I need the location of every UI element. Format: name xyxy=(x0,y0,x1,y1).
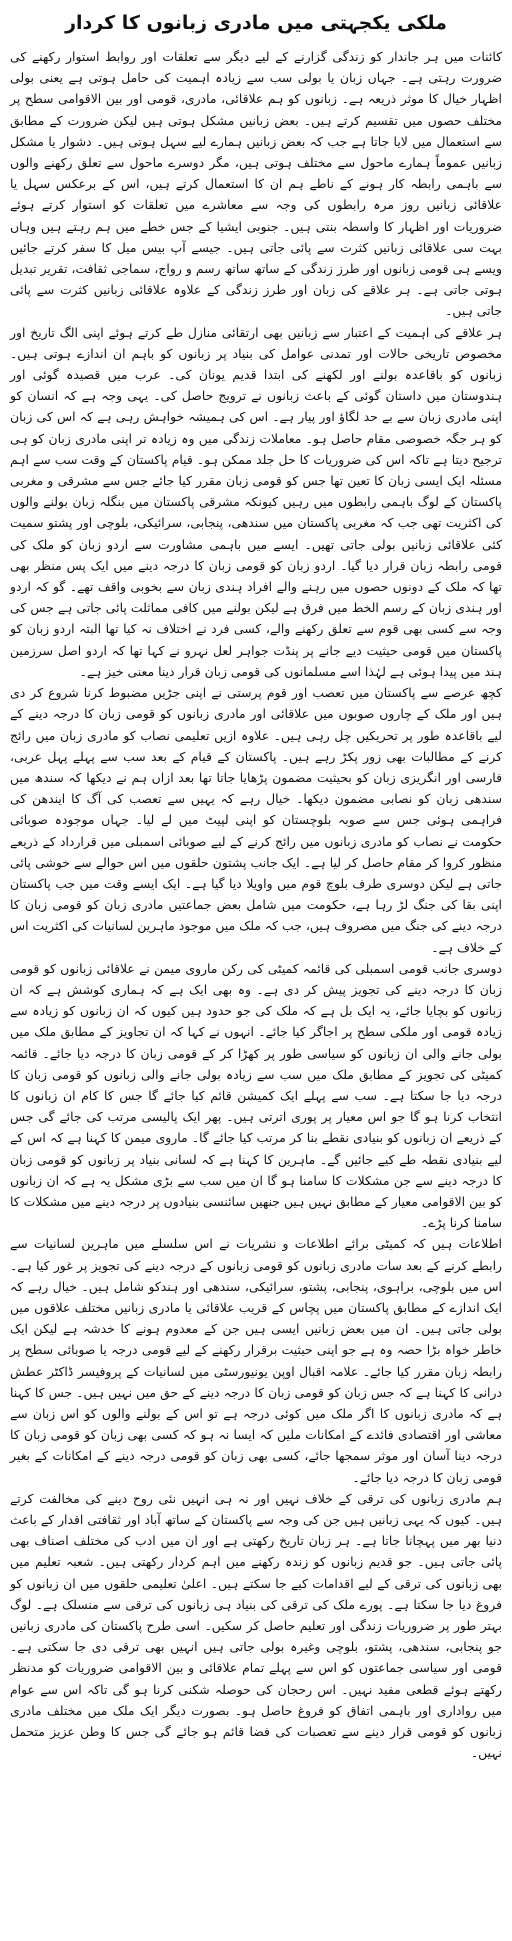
article-paragraph: ہم مادری زبانوں کی ترقی کے خلاف نہیں اور نہ ہی انہیں نئی روح دینے کی مخالفت کرتے ہیں۔ کیوں کہ یہی زبانیں ہیں جن کی وجہ سے پاکستان کے ساتھ آباد اور ثقافتی اقدار کے باعث دنیا بھر میں پہچانا جاتا ہے۔ ہر زبان تاریخ رکھتی ہے اور ان میں ادب کی مختلف اصناف بھی پائی جاتی ہیں۔ جو قدیم زبانوں کو زندہ رکھنے میں اہم کردار رکھتی ہیں۔ شعبہ تعلیم میں بھی زبانوں کی ترقی کے لیے اقدامات کیے جا سکتے ہیں۔ اعلیٰ تعلیمی حلقوں میں ان زبانوں کو فروغ دیا جا سکتا ہے۔ پورے ملک کی ترقی کی بنیاد ہی زبانوں کی ترقی سے منسلک ہے۔ لوگ بہتر طور پر ضروریات زندگی اور تعلیم حاصل کر سکیں۔ اسی طرح پاکستان کی مادری زبانیں جو پنجابی، سندھی، پشتو، بلوچی وغیرہ بولی جاتی ہیں انہیں بھی ترقی دی جا سکتی ہے۔ قومی اور سیاسی جماعتوں کو اس سے پہلے تمام علاقائی و بین الاقوامی ضروریات کو مدنظر رکھتے ہوئے قطعی مفید نہیں۔ اس رحجان کی حوصلہ شکنی کرنا ہو گی تاکہ اس سے عوام میں رواداری اور باہمی اتفاق کو فروغ حاصل ہو۔ بصورت دیگر ایک ملک میں مختلف مادری زبانوں کو قومی قرار دینے سے تعصبات کی فضا قائم ہو جائے گی جس کا وطن عزیز متحمل نہیں۔ xyxy=(10,1490,502,1761)
article-headline: ملکی یکجہتی میں مادری زبانوں کا کردار xyxy=(65,12,447,34)
article-paragraph: اطلاعات ہیں کہ کمیٹی برائے اطلاعات و نشریات نے اس سلسلے میں ماہرین لسانیات سے رابطے کرنے کے بعد سات مادری زبانوں کو قومی زبانوں کے درجہ دینے کی تجویز پر غور کیا ہے۔ اس میں بلوچی، براہوی، پنجابی، پشتو، سرائیکی، سندھی اور ہندکو شامل ہیں۔ خیال رہے کہ ایک اندازے کے مطابق پاکستان میں پچاس کے قریب علاقائی یا مادری زبانیں مختلف علاقوں میں بولی جاتی ہیں۔ ان میں بعض زبانیں ایسی ہیں جن کے معدوم ہونے کا خدشہ ہے لیکن ایک خاطر خواہ بڑا حصہ وہ ہے جو اپنی حیثیت برقرار رکھنے کے لیے قومی درجہ یا صوبائی سطح پر رابطہ زبان مقرر کیا جائے۔ علامہ اقبال اوپن یونیورسٹی میں لسانیات کے پروفیسر ڈاکٹر عطش درانی کا کہنا ہے کہ جس زبان کو قومی زبان کا درجہ دینے کے حق میں نہیں ہیں۔ جس کا کہنا ہے کہ مادری زبانوں کا اگر ملک میں کوئی درجہ ہے تو اس کے بولنے والوں کو اس زبان سے معاشی اور اقتصادی فائدے کے امکانات ملیں کہ ایسا نہ ہو کہ کسی بھی زبان کو قومی زبان کا درجہ دینا آسان اور موثر سمجھا جائے، کسی بھی زبان کو قومی درجہ دینے کے امکانات کے بغیر قومی زبان کا درجہ دیا جائے۔ xyxy=(10,1236,502,1485)
article-paragraph: دوسری جانب قومی اسمبلی کی قائمہ کمیٹی کی رکن ماروی میمن نے علاقائی زبانوں کو قومی زبان کا درجہ دینے کی تجویز پیش کر دی ہے۔ وہ بھی ایک ہے کہ ہماری کوشش ہے کہ ان زبانوں کو بچایا جائے، یہ ایک بل ہے کہ ملک کی جو حدود ہیں کیوں کہ ان زبانوں کو زیادہ سے زیادہ قومی اور ملکی سطح پر اجاگر کیا جائے۔ انہوں نے کہا کہ ان تجاویز کے مطابق ملک میں بولی جانے والی ان زبانوں کو سیاسی طور پر کھڑا کر کے قومی زبان کا درجہ دیا جائے۔ قائمہ کمیٹی کی تجویز کے مطابق ملک میں سب سے زیادہ بولی جانے والی زبانوں کو قومی زبان کا درجہ دیا جا سکتا ہے۔ سب سے پہلے ایک کمیشن قائم کیا جائے گا جس کا کام ان زبانوں کا انتخاب کرنا ہو گا جو اس معیار پر پوری اترتی ہیں۔ پھر ایک پالیسی مرتب کی جائے گی جس کے ذریعے ان زبانوں کو بنیادی نقطے بنا کر مرتب کیا جائے گا۔ ماروی میمن کا کہنا ہے کہ اس کے لیے بنیادی نقطہ طے کیے جائیں گے۔ ماہرین کا کہنا ہے کہ لسانی بنیاد پر زبانوں کو قومی زبان کا درجہ دینے سے جن مشکلات کا سامنا ہو گا ان میں سب سے بڑی مشکل یہ ہے کہ ان زبانوں کو بین الاقوامی معیار کے مطابق نہیں ہیں جنھیں سائنسی بنیادوں پر درجہ دینے میں مشکلات کا سامنا کرنا پڑے۔ xyxy=(10,960,502,1231)
article-paragraph: کائنات میں ہر جاندار کو زندگی گزارنے کے لیے دیگر سے تعلقات اور روابط استوار رکھنے کی ضرورت رہتی ہے۔ جہاں زبان یا بولی سب سے زیادہ اہمیت کی حامل ہوتی ہے یعنی بولی اظہار خیال کا موثر ذریعہ ہے۔ زبانوں کو ہم علاقائی، مادری، قومی اور بین الاقوامی سطح پر مختلف حصوں میں تقسیم کرتے ہیں۔ بعض زبانیں مشکل ہوتی ہیں لیکن ضرورت کے مطابق سے استعمال میں لایا جاتا ہے جب کہ بعض زبانیں ہمارے لیے سہل ہوتی ہیں۔ دشوار یا مشکل زبانیں عموماً ہمارے ماحول سے مختلف ہوتی ہیں، مگر دوسرے ماحول سے تعلق رکھنے والوں سے باہمی رابطہ کار ہونے کے ناطے ہم ان کا استعمال کرتے ہیں، اس کے برعکس سہل یا علاقائی زبانیں روز مرہ رابطوں کی وجہ سے معاشرے میں تعلقات کو استوار کرتے ہوئے ضروریات اور اظہار کا واسطہ بنتی ہیں۔ جنوبی ایشیا کے جس خطے میں ہم رہتے ہیں وہاں بہت سی علاقائی زبانیں کثرت سے پائی جاتی ہیں۔ جیسے آپ بیس میل کا سفر کرتے جائیں ویسے ہی قومی زبانوں اور طرز زندگی کے ساتھ ساتھ رسم و رواج، سماجی ثقافت، تقریر تبدیل ہوتی جاتی ہے۔ ہر علاقے کی زبان اور طرز زندگی کے علاوہ علاقائی زبانیں کثرت سے پائی جاتی ہیں۔ xyxy=(10,49,502,319)
article-body xyxy=(10,46,502,1763)
article-paragraph: کچھ عرصے سے پاکستان میں تعصب اور قوم پرستی نے اپنی جڑیں مضبوط کرنا شروع کر دی ہیں اور ملک کے چاروں صوبوں میں علاقائی اور مادری زبانوں کو قومی زبان کا درجہ دینے کے لیے باقاعدہ طور پر تحریکیں چل رہی ہیں۔ علاوہ ازیں تعلیمی نصاب کو مادری زبان میں رائج کرنے کے مطالبات بھی زور پکڑ رہے ہیں۔ پاکستان کے قیام کے بعد سب سے پہلے پہل عربی، فارسی اور انگریزی زبان کو بحیثیت مضمون پڑھایا جاتا تھا بعد ازاں ہم نے دیکھا کہ سندھ میں سندھی زبان کو نصابی مضمون دیکھا۔ خیال رہے کہ یہیں سے تعصب کی آگ کا ایندھن کی فراہمی ہوئی جس سے صوبہ بلوچستان کو اپنی لپیٹ میں لے لیا۔ جہاں موجودہ صوبائی حکومت نے نصاب کو مادری زبانوں میں رائج کرنے کے لیے صوبائی اسمبلی میں قرارداد کے ذریعے منظور کروا کر مقام حاصل کر لیا ہے۔ ایک جانب پشتون حلقوں میں اس حوالے سے خوشی پائی جاتی ہے لیکن دوسری طرف بلوچ قوم میں واویلا دیا گیا ہے۔ ایک ایسے وقت میں جب پاکستان اپنی بقا کی جنگ لڑ رہا ہے، حکومت میں شامل بعض جماعتیں مادری زبان کو قومی زبان کا درجہ دینے کی جنگ میں مصروف ہیں، جب کہ ملک میں موجود ماہرین لسانیات کی اکثریت اس کے خلاف ہے۔ xyxy=(10,685,502,955)
article-paragraph: ہر علاقے کی اہمیت کے اعتبار سے زبانیں بھی ارتقائی منازل طے کرتے ہوئے اپنی الگ تاریخ اور مخصوص تاریخی حالات اور تمدنی عوامل کی بنیاد پر زبانوں کو باہم ان اندازے ہوتی ہیں۔ زبانوں کو باقاعدہ بولنے اور لکھنے کی ابتدا قدیم یونان کی۔ عرب میں قصیدہ گوئی اور ہندوستان میں داستان گوئی کے باعث زبانوں نے ترویج حاصل کی۔ یہی وجہ ہے کہ انسان کو اپنی مادری زبان سے بے حد لگاؤ اور پیار ہے۔ اس کی ہمیشہ خواہش رہی ہے کہ اس کی زبان کو ہر جگہ خصوصی مقام حاصل ہو۔ معاملات زندگی میں وہ زیادہ تر اپنی مادری زبان کو ہی ترجیح دیتا ہے تاکہ اس کی ضروریات کا حل جلد ممکن ہو۔ قیام پاکستان کے وقت سب سے اہم مسئلہ ایک ایسی زبان کا تعین تھا جس کو قومی زبان مقرر کیا جائے جس سے مشرقی و مغربی پاکستان کے لوگ باہمی رابطوں میں رہیں کیونکہ مشرقی پاکستان میں بنگلہ زبان بولنے والوں کی اکثریت تھی جب کہ مغربی پاکستان میں سندھی، پنجابی، سرائیکی، بلوچی اور پشتو سمیت کئی علاقائی زبانیں بولی جاتی تھیں۔ ایسے میں باہمی مشاورت سے اردو زبان کو ملک کی قومی رابطہ زبان قرار دیا گیا۔ اردو زبان کو قومی زبان کا درجہ دینے میں ایک پس منظر بھی تھا کہ ملک کے دونوں حصوں میں رہنے والے افراد ہندی زبان سے بخوبی واقف تھے۔ گو کہ اردو اور ہندی زبان کے رسم الخط میں فرق ہے لیکن بولنے میں کافی مماثلت پائی جاتی ہے جس کی وجہ سے کسی بھی قوم سے تعلق رکھنے والے، کسی فرد نے اختلاف نہ کیا تھا البتہ اردو زبان کو پاکستان میں قومی حیثیت دیے جانے پر پنڈت جواہر لعل نہرو نے کہا تھا کہ اردو اصل سرزمین ہند میں پیدا ہوئی ہے لہٰذا اسے مسلمانوں کی قومی زبان قرار دینا معنی خیز ہے۔ xyxy=(10,324,502,679)
